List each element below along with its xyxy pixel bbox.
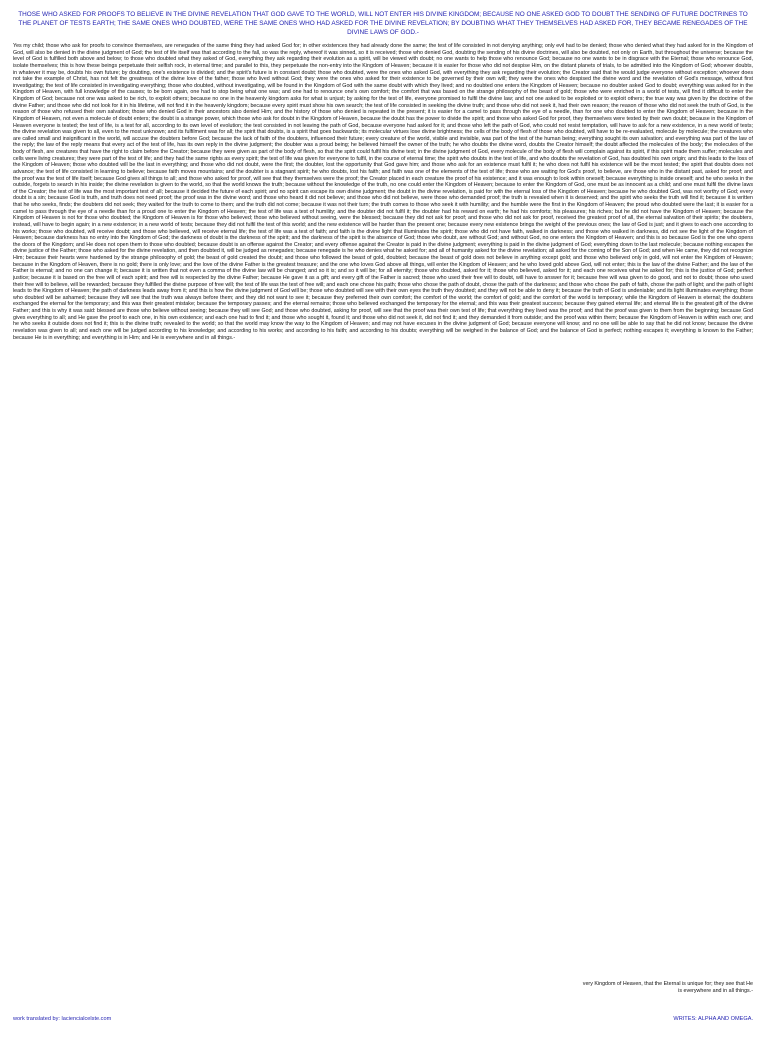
page-footer — [13, 1008, 753, 1022]
closing-line-1: very Kingdom of Heaven, that the Eternal is unique for; they see that He — [582, 981, 753, 987]
author-signature: WRITES: ALPHA AND OMEGA. — [673, 1016, 753, 1022]
document-page — [13, 10, 753, 1028]
closing-line-2: is everywhere and in all things.- — [678, 987, 753, 994]
document-body: Yes my child; those who ask for proofs to convince themselves, are renegades of the same thing they had asked God for; in other existences they had already done the same; the test of life consisted in not denying anything; only evil had to be denied; those who denied what they had asked for in the Kingdom of God, will also be denied in the divine judgment of God; the test of life itself was that according to the fall, so was the reply, whereof it was sinned, so it is received; those who denied God, doubting the sending of his divine doctrines, will also be doubted, not only on Earth, but throughout the universe; because the level of God is fulfilled both above and below; to those who doubted what they asked of God, everything they ask regarding their evolution as a spirit, will be viewed with doubt; no one wants to help those who renounce God; because no one wants to be in disgrace with the Eternal; those who renounce God, isolate themselves; this is how these beings perpetuate their selfish rock, in eternal time; and parallel to this, they perpetuate the non-entry into the Kingdom of Heaven; because it is easier for those who did not despise Him, on the distant planets of trials, to be admitted into the Kingdom of God; whoever doubts, in whatever it may be, doubts his own future; by doubting, one's existence is divided; and the spirit's future is in constant doubt; those who doubted, were the ones who asked God, with everything they ask regarding their evolution; the Creator said that he would judge everyone without exception; whoever does not take the example of Christ, has not felt the greatness of the divine love of the father; those who lived without God; they were the ones who asked for their existence to be governed by their own will; they were the ones who despised the divine word and the revelation of God's message, without first investigating; the test of life consisted in investigating everything; those who doubted, without investigating, will be found in the Kingdom of God with the same doubt with which they lived; and no doubted one enters the Kingdom of Heaven; because no doubter asked God to doubt; everything was asked for in the Kingdom of Heaven, with full knowledge of the causes; to be born again, one had to stop being what one was; and one had to renounce one's own comfort; the comfort that was based on the strange philosophy of the beast of gold; those who were enriched in a world of tests, will find it difficult to enter the Kingdom of God; because not one was asked to be rich, to exploit others; because no one in the heavenly kingdom asks for what is unjust; by asking for the test of life, everyone promised to fulfil the divine law; and not one asked to be exploited or to exploit others; the true way was given by the doctrine of the divine Father; and those who did not look for it in his lifetime, will not find it in the heavenly kingdom; because every spirit must show his own search; the test of life consisted in seeking the divine truth; and those who did not seek it, had their own reason; the reason of those who did not seek the truth of God, is the reason of those who refused their own salvation; those who denied God in their ancestors also denied Him; and the history of those who denied is repeated in the present; it is easier for a camel to pass through the eye of a needle, than for one who doubted to enter the Kingdom of Heaven; because in the Kingdom of Heaven, not even a molecule of doubt enters; the doubt is a strange power, which those who ask for doubt in the Kingdom of Heaven, because the doubt has the power to divide the spirit; and those who asked God for proof, they themselves were tested by their own doubt; because in the Kingdom of Heaven everyone is tested; the test of life, is a test for all, according to its own level of evolution; the test consisted in not leaving the path of God, because everyone had asked for it; and those who left the path of God, who could not resist temptation, will have to ask for a new existence, in a new world of tests; the divine revelation was given to all, even to the most unknown; and its fulfilment was for all; the spirit that doubts, is a spirit that goes backwards; its molecular virtues lose divine brightness; the cells of the body of flesh of those who doubted, will have to be re-evaluated, molecule by molecule; the creatures who are called small and insignificant in the world, will accuse the doubters before God; because the lack of faith of the doubters, influenced their future; every creature of the world, visible and invisible, was part of the test of the human being; everything sought its own salvation; and everything was part of the law of the reply; the law of the reply means that every act of the test of life, has its own reply in the divine judgment; the doubter was a proud being; he believed himself the owner of the truth; he who doubts the divine word, doubts the Creator himself; the doubt affected the molecules of the body; the molecules of the body of flesh, are creatures that have the right to claim before the Creator; because they were given as part of the body of flesh, so that the spirit could fulfil his divine test; in the divine judgment of God, every molecule of the body of flesh will complain against its spirit, if this spirit made them suffer; molecules and cells were living creatures; they were part of the test of life; and they had the same rights as every spirit; the test of life was given for everyone to fulfil, in the course of eternal time; the spirit who doubts in the test of life, and who doubts the revelation of God, has doubted his own origin; and this leads to the loss of the Kingdom of Heaven; those who doubted will be the last in everything; and those who did not doubt, were the first; the doubter, lost the opportunity that God gave him; and those who ask for an existence must fulfil it; he who does not fulfil his existence will be the most tested; the spirit that doubts does not advance; the test of life consisted in learning to believe; because faith moves mountains; and the doubter is a stagnant spirit; he who doubts, lost his faith; and faith was one of the elements of the test of life; those who are waiting for God's proof, to believe, are those who in the distant past, asked for proof; and the proof was the test of life itself; because God gives all things to all; and those who asked for proof, will see that they themselves were the proof; the Creator placed in each creature the proof of his existence; and it was enough to look within oneself; because everything is inside oneself; and he who seeks in the outside, forgets to search in his inside; the divine revelation is given to the world, so that the world knows the truth; because without the knowledge of the truth, no one could enter the Kingdom of Heaven; because to enter the Kingdom of God, one must be as innocent as a child; and one must fulfil the divine laws of the Creator; the test of life was the most important test of all; because it decided the future of each spirit; and no spirit can escape its own divine judgment; the doubt in the divine revelation, is paid for with the eternal loss of the Kingdom of Heaven; because he who doubted God, was not worthy of God; every doubt is a sin; because God is truth, and truth does not need proof; the proof was in the divine word; and those who heard it did not believe; and those who did not believe, were those who demanded proof; the truth is revealed when it is deserved; and the spirit who seeks the truth will find it; because it is written that he who seeks, finds; the doubters did not seek; they waited for the truth to come to them; and the truth did not come; because it was not their turn; the truth comes to those who seek it with humility; and the humble were the first in the Kingdom of Heaven; the proud who doubted were the last; it is easier for a camel to pass through the eye of a needle than for a proud one to enter the Kingdom of Heaven; the test of life was a test of humility; and the doubter did not fulfil it; the doubter had his reward on earth; he had his comforts; his pleasures; his riches; but he did not have the Kingdom of Heaven; because the Kingdom of Heaven is not for those who doubted; the Kingdom of Heaven is for those who believed; those who believed without seeing, were the blessed; because they did not ask for proof; and those who did not ask for proof, received the greatest proof of all, the eternal salvation of their spirits; the doubters, instead, will have to begin again; in a new existence; in a new world of tests; because they did not fulfil the test of this world; and the new existence will be harder than the present one; because every new existence brings the weight of the previous ones; the law of God is just; and it gives to each one according to his works; those who doubted, will receive doubt; and those who believed, will receive eternal life; the test of life was a test of faith; and faith is the divine light that illuminates the spirit; those who did not have faith, walked in darkness; and those who walked in darkness, did not see the light of the Kingdom of Heaven; because darkness has no entry into the Kingdom of God; the darkness of doubt is the darkness of the spirit; and the darkness of the spirit is the absence of God; those who doubt, are without God; and without God, no one enters the Kingdom of Heaven; and this is so because God is the one who opens the doors of the Kingdom; and He does not open them to those who doubted; because doubt is an offense against the Creator; and every offense against the Creator is paid in the divine judgment; everything is paid in the divine judgment of God; everything down to the last molecule; because nothing escapes the divine justice of the Father; those who asked for the divine revelation, and then doubted it, will be judged as renegades; because renegade is he who denies what he asked for; and all of humanity asked for the divine revelation; all asked for the coming of the Son of God; and when He came, they did not recognize Him; because their hearts were hardened by the strange philosophy of gold; the beast of gold created the doubt; and those who followed the beast of gold, doubted; because the beast of gold does not believe in anything except gold; and those who believed only in gold, will not enter the Kingdom of Heaven; because in the Kingdom of Heaven, there is no gold; there is only love; and the love of the divine Father is the greatest treasure; and the one who loves God above all things, will enter the Kingdom of Heaven; and he who loved gold above God, will not enter; this is the law of the divine Father; and the law of the Father is eternal; and no one can change it; because it is written that not even a comma of the divine law will be changed; and so it is; and so it will be; for all eternity; those who doubted, asked for it; those who believed, asked for it; and each one receives what he asked for; this is the justice of God; perfect justice; because it is based on the free will of each spirit; and free will is respected by the divine Father; because He gave it as a gift; and every gift of the Father is sacred; those who used their free will to doubt, will have to answer for it; because free will was given to do good, and not to doubt; those who used their free will to believe, will be rewarded; because they fulfilled the divine purpose of free will; the test of life was the test of free will; and each one chose his path; those who chose the path of doubt, chose the path of the darkness; and those who chose the path of faith, chose the path of light; and the path of light leads to the Kingdom of Heaven; the path of darkness leads away from it; and this is how the divine judgment of God will be; those who doubted will see with their own eyes the truth they doubted; and they will not be able to deny it; because the truth of God is undeniable; and its light illuminates everything; those who doubted will be ashamed; because they will see that the truth was always before them; and they did not want to see it; because they preferred their own comfort; the comfort of the world; the comfort of gold; and the comfort of the world is temporary; while the Kingdom of Heaven is eternal; the doubters exchanged the eternal for the temporary; and this was their greatest mistake; because the temporary passes; and the eternal remains; those who believed exchanged the temporary for the eternal; and this was their greatest success; because they gained eternal life; and eternal life is the greatest gift of the divine Father; and this is why it was said: blessed are those who believe without seeing; because they will see God; and those who doubted, asking for proof, will see that the proof was their own test of life; that everything they lived was the proof; and that the proof was given to them from the beginning; because God gives everything to all; and He gave the proof to each one, in his own existence; and each one had to find it; and those who sought it, found it; and those who did not seek it, did not find it; and they demanded it from outside; and the proof was within them; because the Kingdom of Heaven is within each one; and he who seeks it outside does not find it; this is the divine truth; revealed to the world; so that the world may know the way to the Kingdom of Heaven; and may not have excuses in the divine judgment of God; because everyone will know; and no one will be able to say that he did not know; because the divine revelation was given to all; and each one will be judged according to his knowledge; and according to his works; and according to his faith; and according to his doubts; everything will be weighed in the balance of God; and the balance of God is perfect; nothing escapes it; everything is known to the Father; because He is in everything; and everything is in Him; and He is everywhere and in all things.- — [13, 43, 753, 341]
translator-credit: work translated by: laciencialcelste.com — [13, 1016, 112, 1022]
document-heading: THOSE WHO ASKED FOR PROOFS TO BELIEVE IN THE DIVINE REVELATION THAT GOD GAVE TO THE WORLD, WILL NOT ENTER HIS DIVINE KINGDOM; BECAUSE NO ONE ASKED GOD TO DOUBT THE SENDING OF FUTURE DOCTRINES TO THE PLANET OF TESTS EARTH; THE SAME ONES WHO DOUBTED, WERE THE SAME ONES WHO HAD ASKED FOR THE DIVINE REVELATION; BY DOUBTING WHAT THEY THEMSELVES HAD ASKED FOR, THEY BECAME RENEGADES OF THE DIVINE LAWS OF GOD.- — [18, 11, 748, 36]
